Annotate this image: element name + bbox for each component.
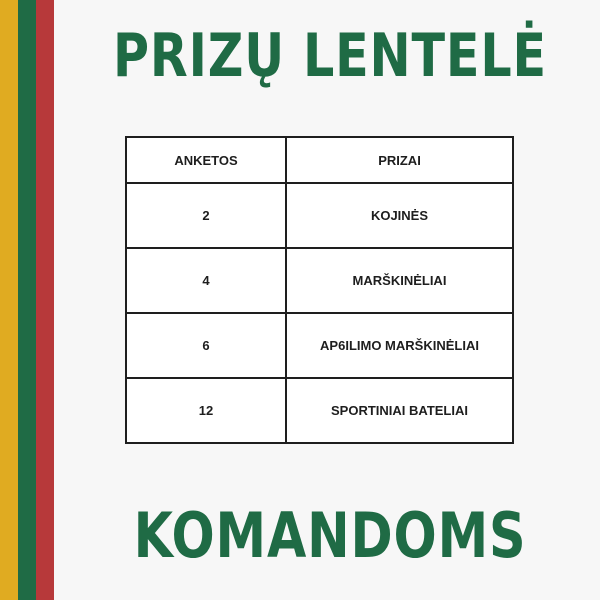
anketos-cell: 6 (126, 313, 286, 378)
table-row (126, 248, 513, 313)
prize-table (125, 136, 514, 444)
prize-cell: AP6ILIMO MARŠKINĖLIAI (286, 313, 513, 378)
prize-cell: SPORTINIAI BATELIAI (286, 378, 513, 443)
anketos-cell: 4 (126, 248, 286, 313)
page-subtitle: KOMANDOMS (133, 499, 527, 572)
flag-stripe-yellow (0, 0, 18, 600)
table-row (126, 313, 513, 378)
table-row (126, 183, 513, 248)
column-header-prizai: PRIZAI (286, 137, 513, 183)
prize-cell: MARŠKINĖLIAI (286, 248, 513, 313)
prize-cell: KOJINĖS (286, 183, 513, 248)
anketos-cell: 2 (126, 183, 286, 248)
flag-stripe-green (18, 0, 36, 600)
table-row (126, 378, 513, 443)
anketos-cell: 12 (126, 378, 286, 443)
page-title: PRIZŲ LENTELĖ (113, 21, 547, 91)
table-header-row (126, 137, 513, 183)
flag-stripe-red (36, 0, 54, 600)
column-header-anketos: ANKETOS (126, 137, 286, 183)
